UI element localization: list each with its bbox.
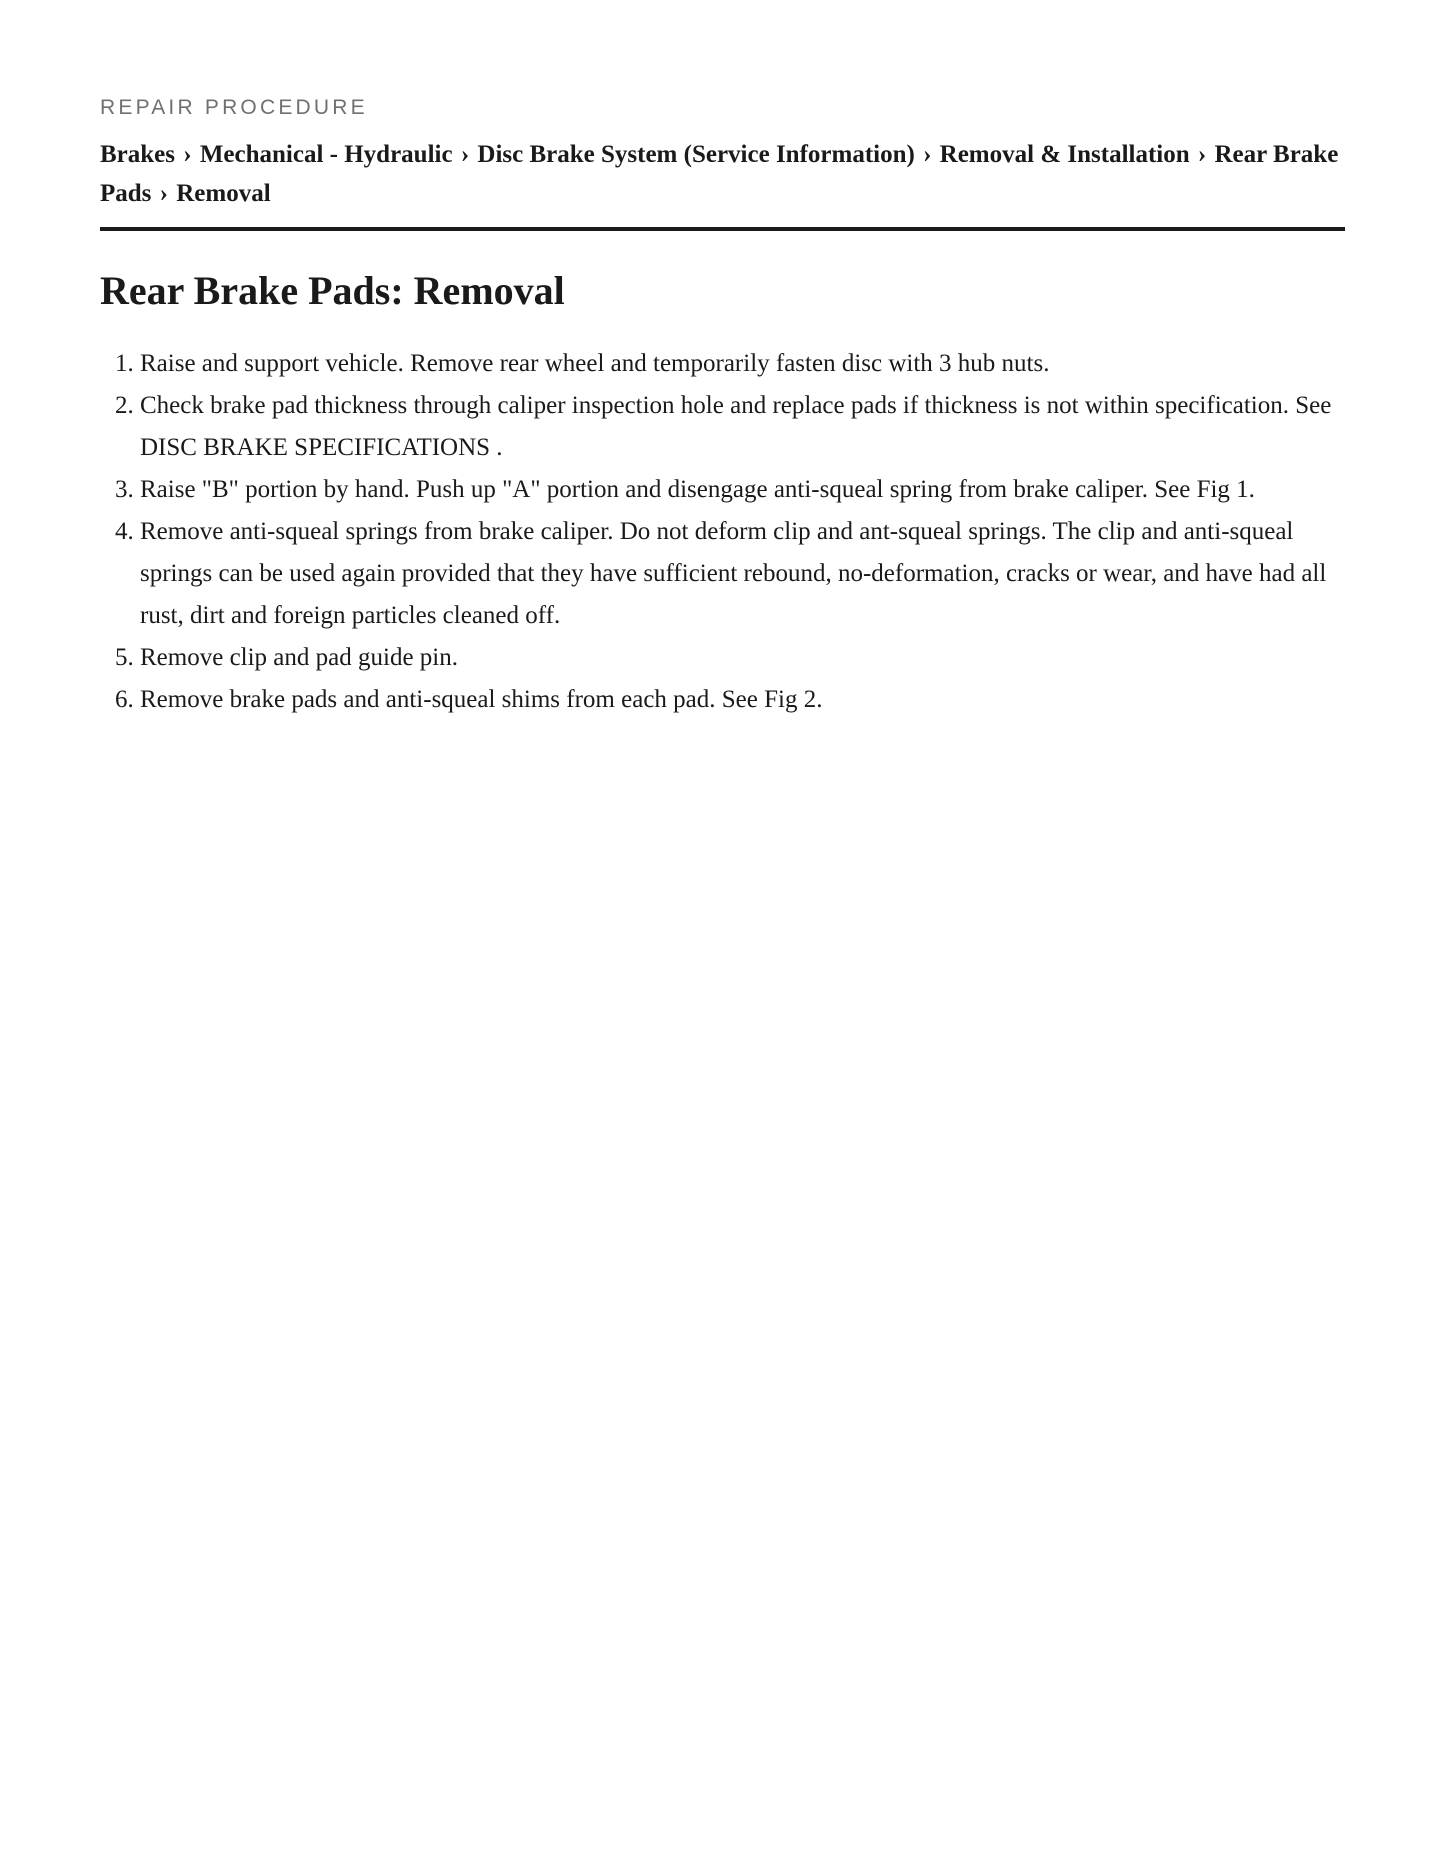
procedure-step-3: 3. Raise "B" portion by hand. Push up "A" portion and disengage anti-squeal spring from brake caliper. See Fig 1.: [140, 469, 1345, 511]
breadcrumb-item-mechanical-hydraulic[interactable]: Mechanical - Hydraulic: [199, 141, 453, 168]
procedure-step-1: 1. Raise and support vehicle. Remove rear wheel and temporarily fasten disc with 3 hub nuts.: [140, 343, 1345, 385]
breadcrumb-separator: ›: [1197, 141, 1207, 168]
procedure-step-5: 5. Remove clip and pad guide pin.: [140, 637, 1345, 679]
section-eyebrow: REPAIR PROCEDURE: [100, 96, 368, 119]
breadcrumb: [100, 135, 1345, 213]
breadcrumb-item-removal: Removal: [176, 180, 271, 207]
breadcrumb-separator: ›: [159, 180, 168, 207]
breadcrumb-item-rear-brake-pads[interactable]: Rear Brake Pads: [100, 141, 1339, 207]
document-page: [100, 93, 1345, 721]
procedure-step-2: 2. Check brake pad thickness through caliper inspection hole and replace pads if thickness is not within specification. See DISC BRAKE SPECIFICATIONS .: [140, 385, 1345, 469]
procedure-step-4: 4. Remove anti-squeal springs from brake caliper. Do not deform clip and ant-squeal springs. The clip and anti-squeal springs can be used again provided that they have sufficient rebound, no-deformation, cracks or wear, and have had all rust, dirt and foreign particles cleaned off.: [140, 511, 1345, 637]
breadcrumb-item-disc-brake-system[interactable]: Disc Brake System (Service Information): [477, 141, 915, 168]
breadcrumb-separator: ›: [460, 141, 470, 168]
breadcrumb-item-removal-installation[interactable]: Removal & Installation: [939, 141, 1190, 168]
header-divider: [100, 227, 1345, 231]
breadcrumb-separator: ›: [923, 141, 932, 168]
breadcrumb-item-brakes[interactable]: Brakes: [100, 141, 175, 168]
procedure-steps: [100, 343, 1345, 721]
procedure-step-6: 6. Remove brake pads and anti-squeal shims from each pad. See Fig 2.: [140, 679, 1345, 721]
breadcrumb-separator: ›: [183, 141, 192, 168]
page-title: Rear Brake Pads: Removal: [100, 268, 565, 313]
